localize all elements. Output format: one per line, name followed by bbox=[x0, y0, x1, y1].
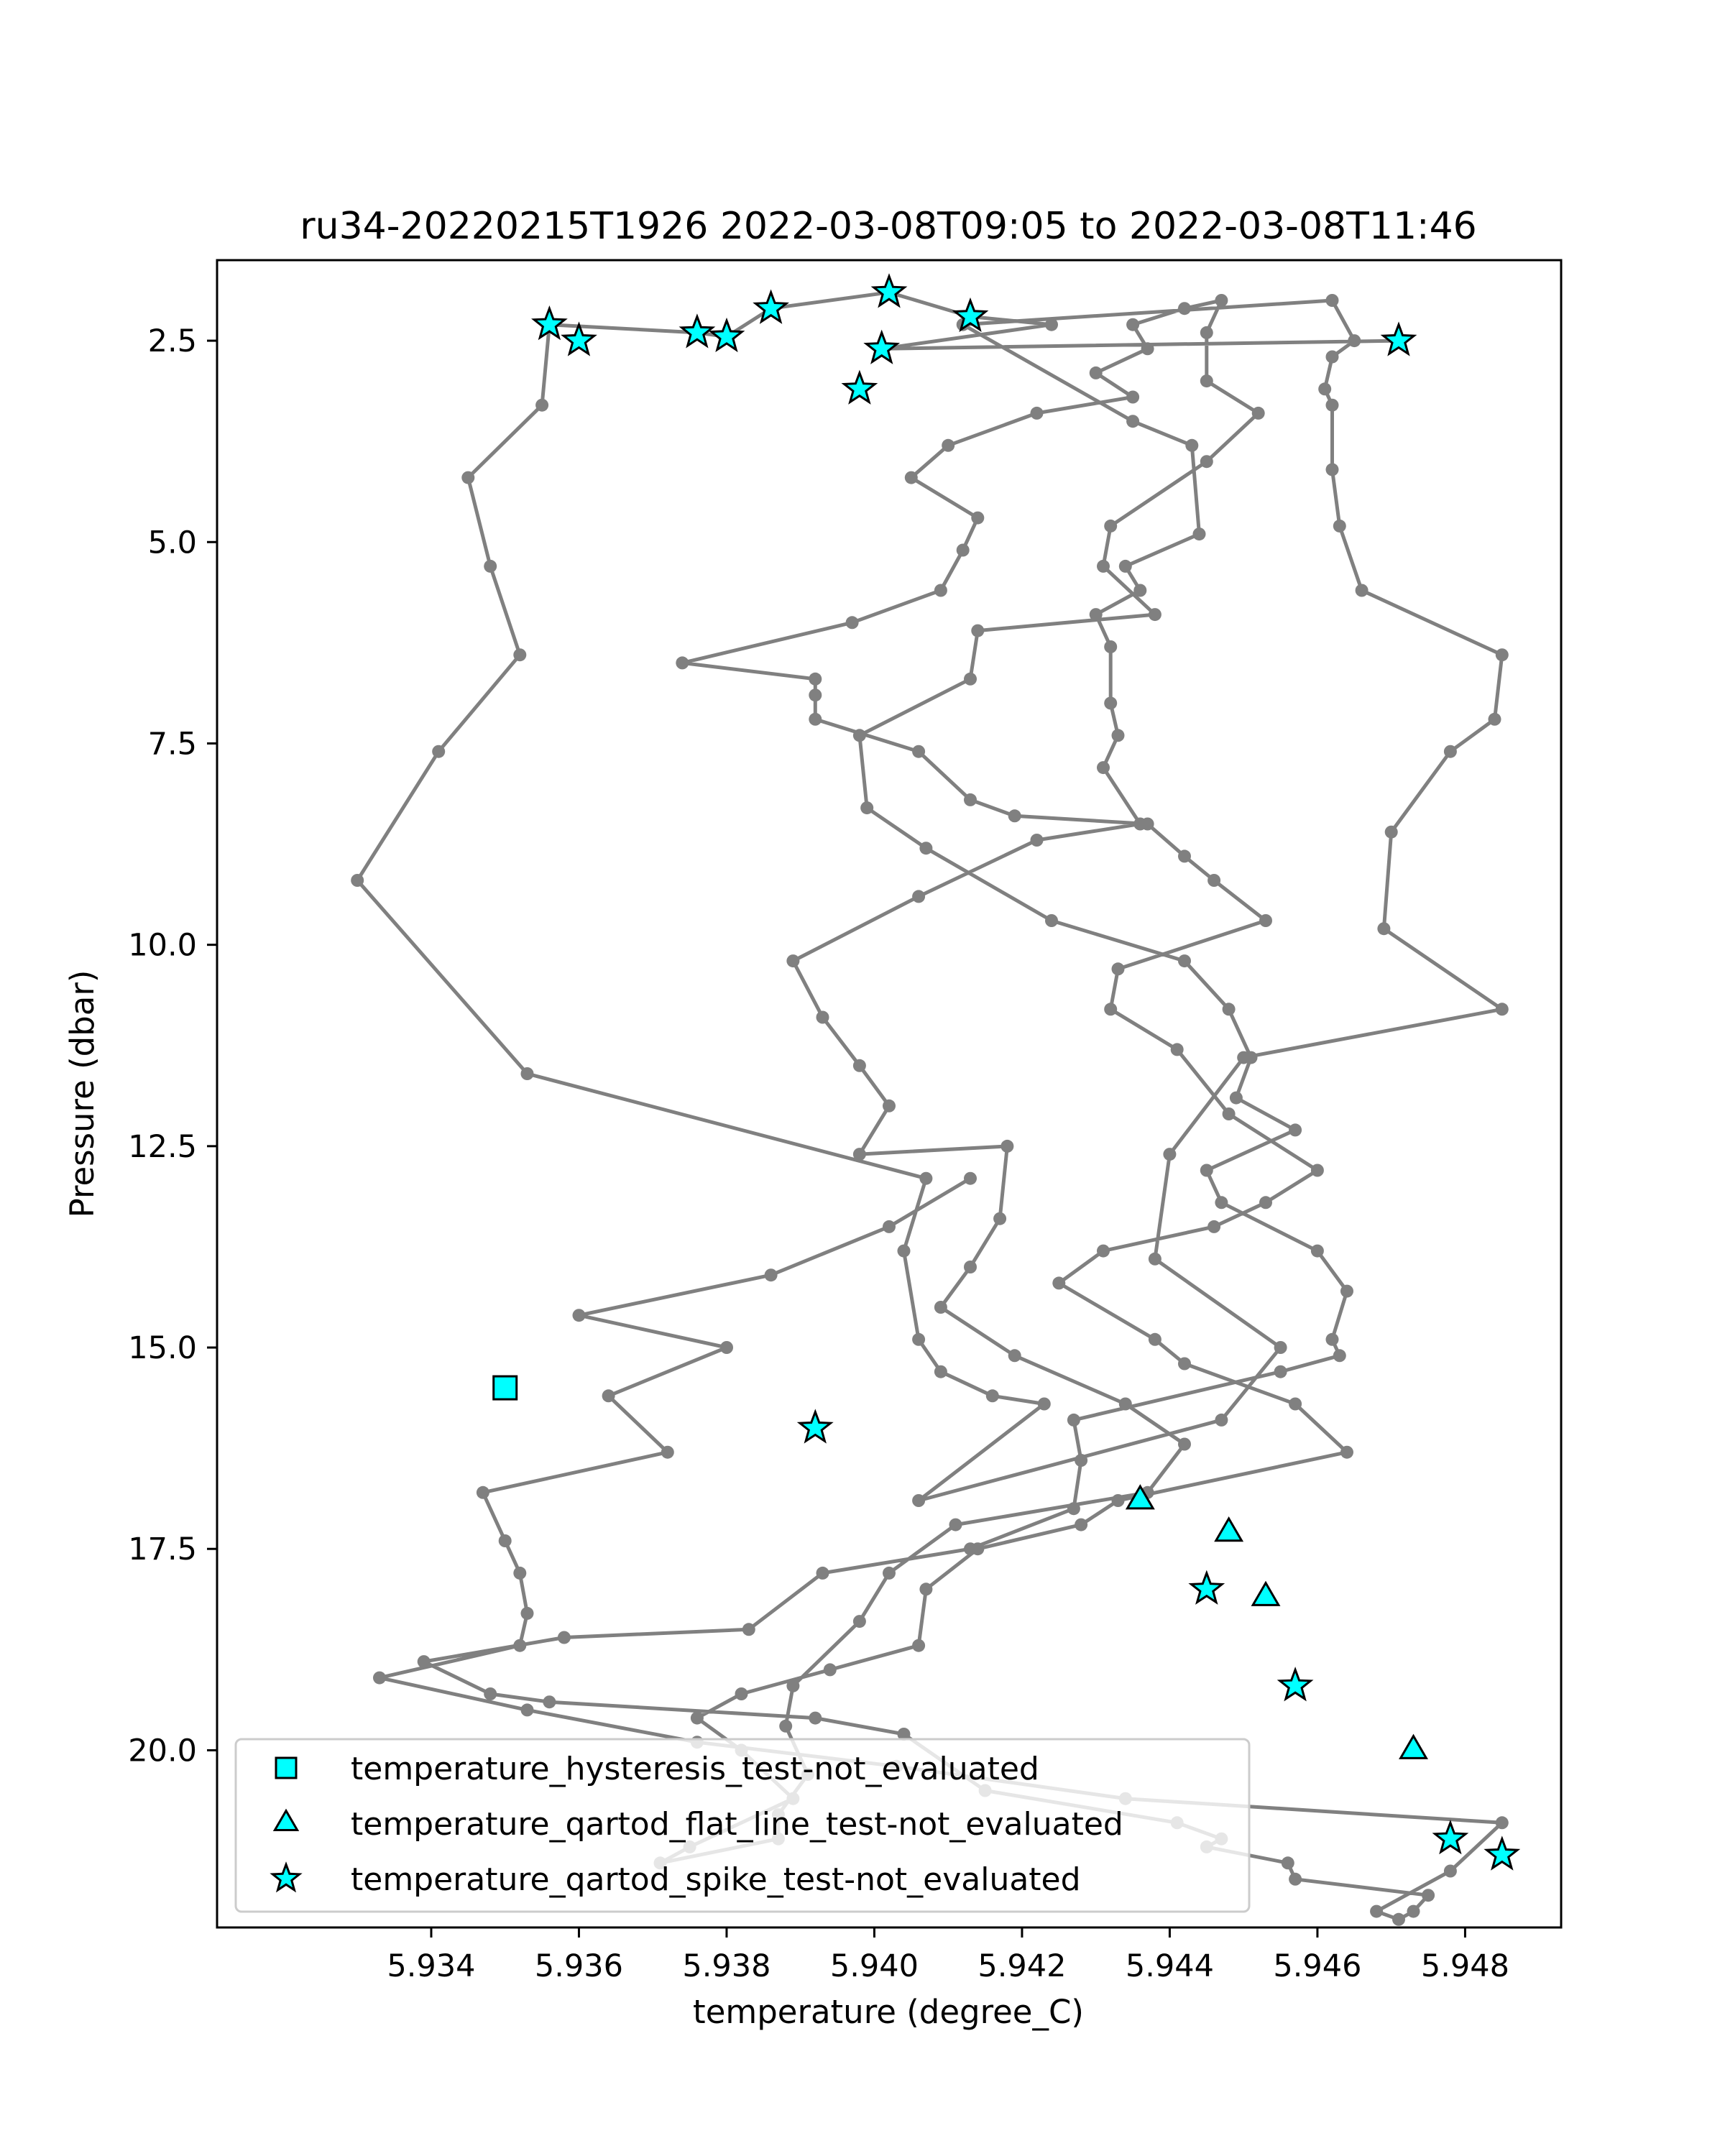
profile-point bbox=[1178, 1438, 1191, 1451]
profile-point bbox=[1126, 391, 1139, 404]
square-flag-marker bbox=[494, 1376, 517, 1399]
profile-point bbox=[1000, 1140, 1013, 1153]
profile-point bbox=[1104, 696, 1117, 709]
profile-point bbox=[484, 1687, 497, 1700]
x-tick-label: 5.938 bbox=[682, 1948, 771, 1984]
profile-point bbox=[964, 673, 977, 686]
profile-point bbox=[957, 544, 970, 557]
x-tick-label: 5.944 bbox=[1125, 1948, 1214, 1984]
profile-point bbox=[853, 1059, 866, 1072]
profile-point bbox=[1208, 1220, 1220, 1233]
profile-point bbox=[1444, 745, 1457, 758]
profile-point bbox=[521, 1067, 534, 1080]
x-tick-label: 5.934 bbox=[387, 1948, 476, 1984]
profile-point bbox=[1230, 1092, 1243, 1105]
y-tick-label: 5.0 bbox=[147, 525, 197, 561]
profile-point bbox=[351, 874, 364, 887]
profile-point bbox=[1274, 1365, 1287, 1378]
profile-point bbox=[898, 1245, 911, 1258]
profile-point bbox=[1104, 1003, 1117, 1015]
profile-point bbox=[521, 1607, 534, 1620]
profile-point bbox=[1326, 351, 1339, 364]
profile-point bbox=[1496, 1816, 1509, 1829]
profile-point bbox=[513, 1567, 526, 1580]
profile-point bbox=[1259, 1196, 1272, 1209]
profile-point bbox=[1008, 1349, 1021, 1362]
profile-point bbox=[934, 1365, 947, 1378]
profile-point bbox=[1178, 1358, 1191, 1370]
profile-point bbox=[1097, 560, 1110, 573]
profile-point bbox=[1163, 1148, 1176, 1161]
profile-point bbox=[1171, 1043, 1184, 1056]
profile-point bbox=[809, 713, 822, 726]
profile-point bbox=[1112, 962, 1125, 975]
profile-point bbox=[1289, 1873, 1302, 1886]
chart-title: ru34-20220215T1926 2022-03-08T09:05 to 2022-03-08T11:46 bbox=[300, 205, 1477, 248]
profile-point bbox=[993, 1212, 1006, 1225]
profile-point bbox=[1133, 584, 1146, 597]
profile-point bbox=[1067, 1414, 1080, 1427]
y-tick-label: 7.5 bbox=[147, 726, 197, 763]
x-tick-label: 5.946 bbox=[1273, 1948, 1362, 1984]
profile-point bbox=[720, 1341, 733, 1354]
profile-point bbox=[661, 1446, 674, 1459]
profile-point bbox=[742, 1623, 755, 1636]
profile-point bbox=[1377, 922, 1390, 935]
x-tick-label: 5.936 bbox=[534, 1948, 624, 1984]
profile-point bbox=[1385, 826, 1398, 839]
profile-point bbox=[484, 560, 497, 573]
profile-point bbox=[461, 471, 474, 484]
profile-point bbox=[1075, 1454, 1087, 1467]
legend-label: temperature_qartod_flat_line_test-not_evaluated bbox=[351, 1806, 1123, 1843]
profile-point bbox=[535, 399, 548, 412]
profile-point bbox=[1215, 1196, 1228, 1209]
profile-point bbox=[809, 688, 822, 701]
x-tick-label: 5.942 bbox=[978, 1948, 1067, 1984]
y-tick-label: 2.5 bbox=[147, 323, 197, 360]
profile-point bbox=[1008, 809, 1021, 822]
profile-point bbox=[853, 729, 866, 742]
profile-point bbox=[971, 625, 984, 637]
profile-point bbox=[1200, 326, 1213, 339]
profile-point bbox=[846, 616, 859, 629]
profile-point bbox=[934, 1301, 947, 1314]
profile-point bbox=[1326, 399, 1339, 412]
profile-point bbox=[1119, 560, 1132, 573]
profile-point bbox=[1119, 1398, 1132, 1411]
profile-point bbox=[912, 1333, 925, 1346]
profile-point bbox=[1052, 1276, 1065, 1289]
profile-point bbox=[1348, 334, 1361, 347]
profile-point bbox=[1031, 407, 1044, 420]
profile-point bbox=[912, 745, 925, 758]
profile-point bbox=[1178, 302, 1191, 315]
profile-point bbox=[735, 1687, 748, 1700]
profile-point bbox=[919, 1583, 932, 1595]
profile-point bbox=[1444, 1865, 1457, 1878]
profile-point bbox=[853, 1615, 866, 1628]
profile-point bbox=[543, 1695, 556, 1708]
profile-point bbox=[1126, 415, 1139, 428]
profile-point bbox=[1245, 1051, 1258, 1064]
profile-point bbox=[1311, 1164, 1324, 1177]
profile-point bbox=[1045, 318, 1058, 331]
profile-point bbox=[1356, 584, 1368, 597]
legend-label: temperature_qartod_spike_test-not_evaluated bbox=[351, 1861, 1081, 1898]
profile-point bbox=[919, 842, 932, 854]
legend-label: temperature_hysteresis_test-not_evaluated bbox=[351, 1751, 1039, 1787]
profile-point bbox=[1489, 713, 1501, 726]
profile-point bbox=[824, 1663, 837, 1676]
profile-point bbox=[1496, 1003, 1509, 1015]
profile-point bbox=[1407, 1905, 1420, 1918]
profile-point bbox=[373, 1672, 386, 1685]
profile-point bbox=[1274, 1341, 1287, 1354]
profile-point bbox=[883, 1100, 896, 1112]
profile-point bbox=[1045, 914, 1058, 927]
profile-point bbox=[853, 1148, 866, 1161]
profile-point bbox=[809, 1712, 822, 1725]
profile-point bbox=[1340, 1446, 1353, 1459]
profile-point bbox=[905, 471, 918, 484]
profile-point bbox=[1282, 1856, 1294, 1869]
profile-point bbox=[1215, 1414, 1228, 1427]
profile-point bbox=[934, 584, 947, 597]
legend-square-marker bbox=[276, 1758, 296, 1778]
y-tick-label: 20.0 bbox=[128, 1733, 197, 1769]
profile-point bbox=[779, 1720, 792, 1733]
profile-point bbox=[573, 1309, 586, 1322]
profile-point bbox=[1178, 849, 1191, 862]
profile-point bbox=[1141, 818, 1154, 831]
profile-point bbox=[1333, 520, 1346, 533]
profile-point bbox=[521, 1703, 534, 1716]
x-tick-label: 5.948 bbox=[1420, 1948, 1509, 1984]
profile-point bbox=[513, 648, 526, 661]
profile-point bbox=[1496, 648, 1509, 661]
profile-point bbox=[816, 1567, 829, 1580]
profile-point bbox=[786, 954, 799, 967]
profile-point bbox=[949, 1519, 962, 1531]
profile-point bbox=[919, 1172, 932, 1185]
profile-point bbox=[676, 656, 689, 669]
profile-point bbox=[1149, 1253, 1162, 1266]
profile-point bbox=[1252, 407, 1265, 420]
profile-point bbox=[1090, 608, 1103, 621]
profile-point bbox=[912, 1639, 925, 1652]
profile-point bbox=[499, 1534, 512, 1547]
profile-point bbox=[1097, 761, 1110, 774]
profile-point bbox=[1104, 640, 1117, 653]
y-tick-label: 10.0 bbox=[128, 927, 197, 964]
profile-point bbox=[912, 1494, 925, 1507]
profile-point bbox=[1223, 1107, 1236, 1120]
x-axis-label: temperature (degree_C) bbox=[693, 1993, 1084, 2031]
profile-point bbox=[1200, 374, 1213, 387]
profile-point bbox=[1067, 1502, 1080, 1515]
profile-point bbox=[1031, 834, 1044, 847]
profile-point bbox=[1333, 1349, 1346, 1362]
profile-point bbox=[986, 1389, 999, 1402]
profile-point bbox=[809, 673, 822, 686]
profile-point bbox=[1208, 874, 1220, 887]
profile-point bbox=[765, 1268, 778, 1281]
profile-point bbox=[883, 1567, 896, 1580]
profile-point bbox=[1215, 294, 1228, 307]
profile-point bbox=[1149, 608, 1162, 621]
profile-point bbox=[1185, 439, 1198, 452]
y-tick-label: 17.5 bbox=[128, 1531, 197, 1568]
profile-point bbox=[971, 512, 984, 525]
profile-point bbox=[1178, 954, 1191, 967]
profile-point bbox=[1223, 1003, 1236, 1015]
profile-point bbox=[1075, 1519, 1087, 1531]
y-tick-label: 12.5 bbox=[128, 1128, 197, 1165]
profile-point bbox=[1289, 1123, 1302, 1136]
profile-point bbox=[1326, 1333, 1339, 1346]
profile-point bbox=[1340, 1285, 1353, 1298]
y-axis-label: Pressure (dbar) bbox=[63, 969, 101, 1218]
profile-point bbox=[1200, 455, 1213, 468]
profile-point bbox=[1370, 1905, 1383, 1918]
profile-point bbox=[1112, 729, 1125, 742]
profile-point bbox=[1318, 382, 1331, 395]
profile-point bbox=[1141, 342, 1154, 355]
profile-point bbox=[964, 1542, 977, 1555]
profile-point bbox=[1200, 1164, 1213, 1177]
profile-point bbox=[602, 1389, 615, 1402]
legend bbox=[236, 1739, 1249, 1912]
profile-point bbox=[964, 1172, 977, 1185]
profile-point bbox=[691, 1712, 704, 1725]
profile-point bbox=[1392, 1913, 1405, 1926]
profile-point bbox=[816, 1011, 829, 1024]
profile-point bbox=[432, 745, 445, 758]
profile-point bbox=[1259, 914, 1272, 927]
profile-point bbox=[1193, 528, 1206, 540]
profile-point bbox=[964, 793, 977, 806]
profile-point bbox=[513, 1639, 526, 1652]
profile-point bbox=[477, 1486, 489, 1499]
profile-point bbox=[786, 1680, 799, 1692]
profile-point bbox=[860, 801, 873, 814]
x-tick-label: 5.940 bbox=[829, 1948, 919, 1984]
profile-point bbox=[1311, 1245, 1324, 1258]
profile-point bbox=[1326, 463, 1339, 476]
profile-point bbox=[1289, 1398, 1302, 1411]
profile-point bbox=[883, 1220, 896, 1233]
profile-point bbox=[942, 439, 954, 452]
profile-point bbox=[964, 1261, 977, 1273]
profile-point bbox=[1038, 1398, 1051, 1411]
profile-point bbox=[1126, 318, 1139, 331]
profile-point bbox=[1097, 1245, 1110, 1258]
profile-point bbox=[418, 1655, 431, 1668]
profile-point bbox=[1104, 520, 1117, 533]
profile-point bbox=[912, 890, 925, 903]
profile-point bbox=[1422, 1889, 1435, 1902]
profile-point bbox=[558, 1631, 571, 1644]
y-tick-label: 15.0 bbox=[128, 1330, 197, 1367]
profile-point bbox=[1326, 294, 1339, 307]
profile-point bbox=[1112, 1494, 1125, 1507]
profile-point bbox=[1090, 367, 1103, 379]
profile-point bbox=[1149, 1333, 1162, 1346]
